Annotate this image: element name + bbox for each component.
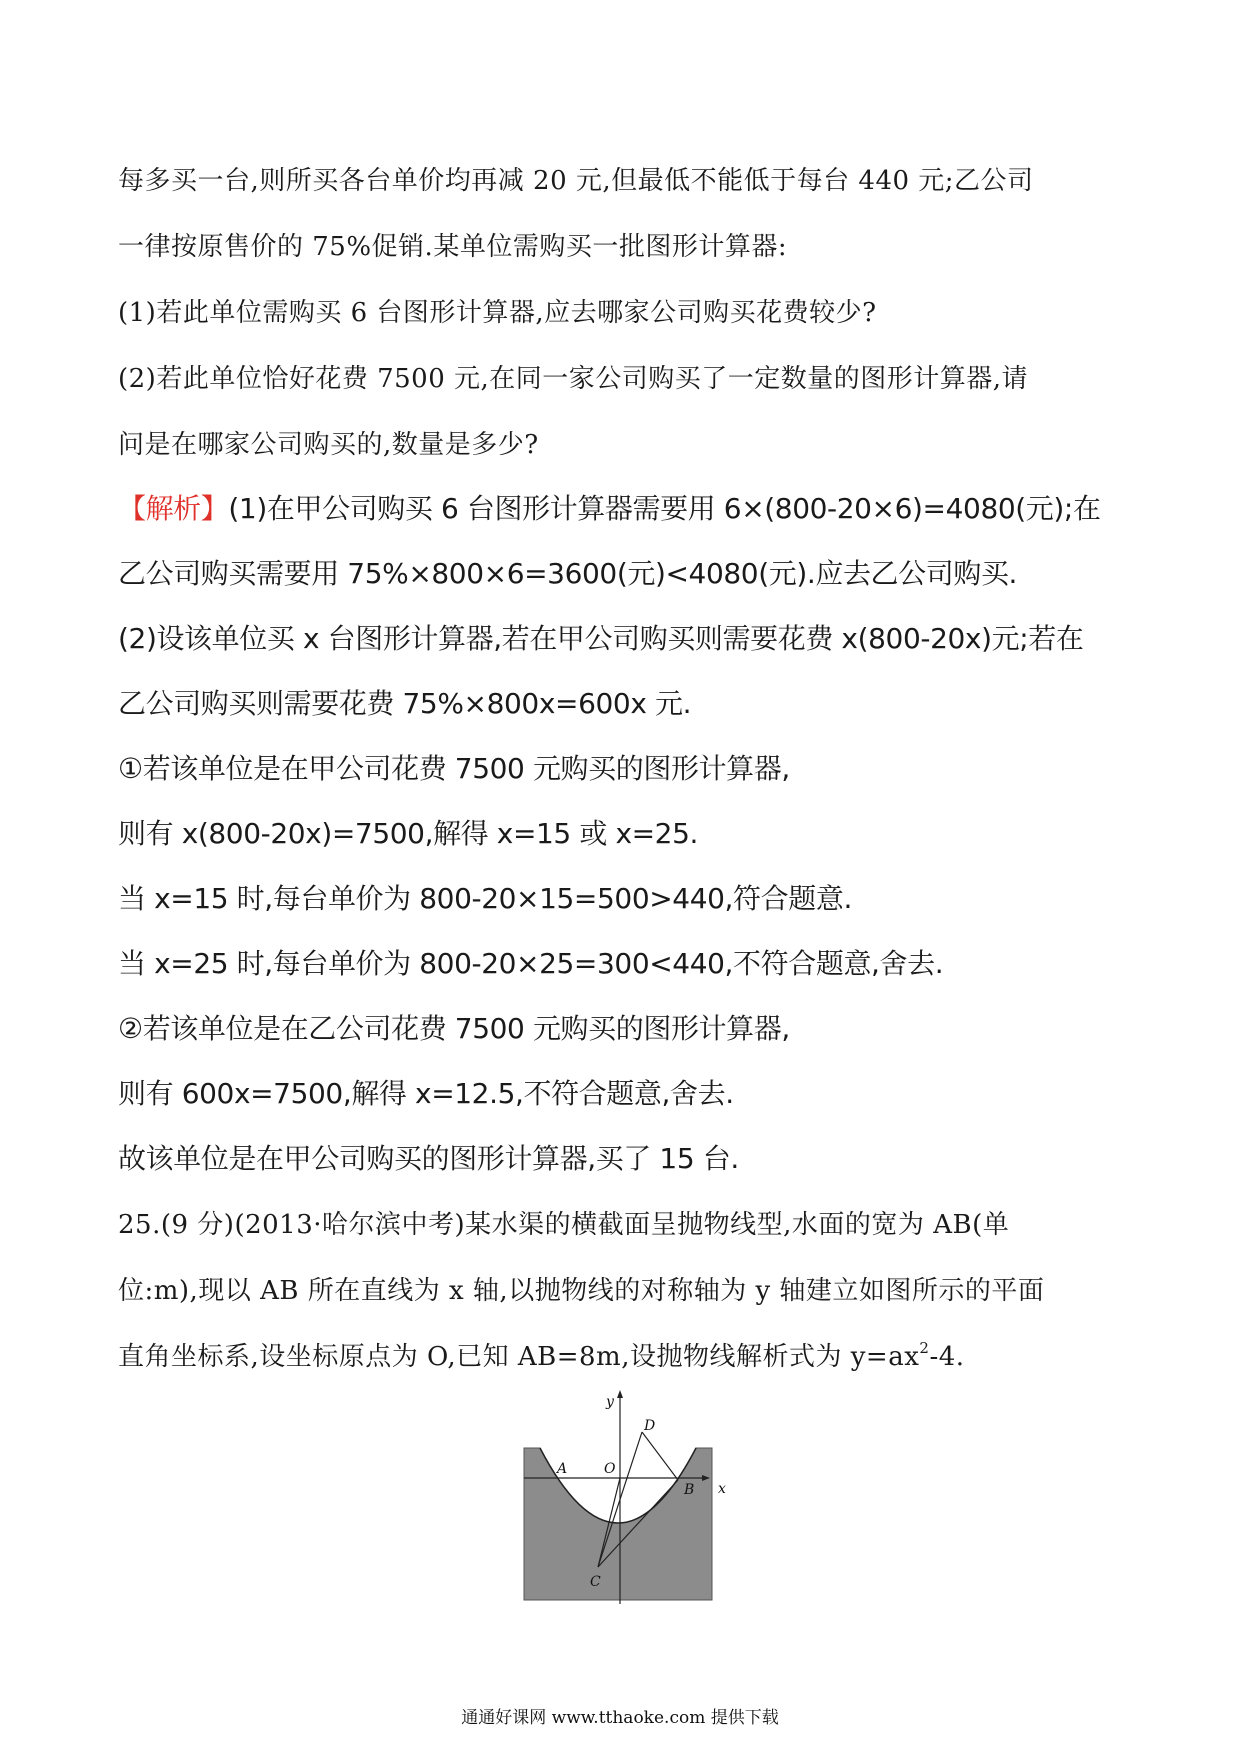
segment-db [642, 1432, 678, 1480]
problem-25-text: 直角坐标系,设坐标原点为 O,已知 AB=8m,设抛物线解析式为 y=ax [118, 1342, 920, 1372]
footer-watermark: 通通好课网 www.tthaoke.com 提供下载 [461, 1708, 779, 1728]
label-a: A [557, 1461, 568, 1477]
solution-text: (1)在甲公司购买 6 台图形计算器需要用 6×(800-20×6)=4080(元);在 [228, 492, 1101, 525]
case-2-heading: ②若该单位是在乙公司花费 7500 元购买的图形计算器, [118, 1012, 790, 1045]
solution-line [118, 492, 1128, 525]
label-x: x [718, 1481, 726, 1497]
label-b: B [684, 1482, 695, 1498]
solution-line: 乙公司购买则需要花费 75%×800x=600x 元. [118, 687, 692, 720]
problem-25-line: 位:m),现以 AB 所在直线为 x 轴,以抛物线的对称轴为 y 轴建立如图所示的平面 [118, 1276, 1045, 1306]
solution-line: 乙公司购买需要用 75%×800×6=3600(元)<4080(元).应去乙公司购买. [118, 557, 1018, 590]
solution-tag: 【解析】 [118, 492, 229, 525]
parabola-figure [520, 1388, 740, 1604]
label-c: C [590, 1574, 601, 1590]
label-y: y [606, 1394, 614, 1410]
case-1-equation: 则有 x(800-20x)=7500,解得 x=15 或 x=25. [118, 817, 699, 850]
exponent: 2 [919, 1339, 930, 1357]
problem-25-line: 25.(9 分)(2013·哈尔滨中考)某水渠的横截面呈抛物线型,水面的宽为 AB(单 [118, 1210, 1010, 1240]
label-d: D [644, 1418, 656, 1434]
case-1-check-15: 当 x=15 时,每台单价为 800-20×15=500>440,符合题意. [118, 882, 852, 915]
problem-text-line: 一律按原售价的 75%促销.某单位需购买一批图形计算器: [118, 232, 788, 262]
case-2-equation: 则有 600x=7500,解得 x=12.5,不符合题意,舍去. [118, 1077, 734, 1110]
problem-25-text: -4. [929, 1342, 965, 1372]
problem-text-line: 每多买一台,则所买各台单价均再减 20 元,但最低不能低于每台 440 元;乙公司 [118, 166, 1034, 196]
y-axis-arrow [617, 1390, 623, 1398]
problem-25-line [118, 1339, 1128, 1372]
question-1: (1)若此单位需购买 6 台图形计算器,应去哪家公司购买花费较少? [118, 298, 877, 328]
solution-line: (2)设该单位买 x 台图形计算器,若在甲公司购买则需要花费 x(800-20x)元;若在 [118, 622, 1084, 655]
label-o: O [604, 1461, 616, 1477]
question-2-line: (2)若此单位恰好花费 7500 元,在同一家公司购买了一定数量的图形计算器,请 [118, 364, 1029, 394]
conclusion: 故该单位是在甲公司购买的图形计算器,买了 15 台. [118, 1142, 739, 1175]
case-1-heading: ①若该单位是在甲公司花费 7500 元购买的图形计算器, [118, 752, 790, 785]
question-2-line: 问是在哪家公司购买的,数量是多少? [118, 430, 539, 460]
case-1-check-25: 当 x=25 时,每台单价为 800-20×25=300<440,不符合题意,舍去. [118, 947, 944, 980]
